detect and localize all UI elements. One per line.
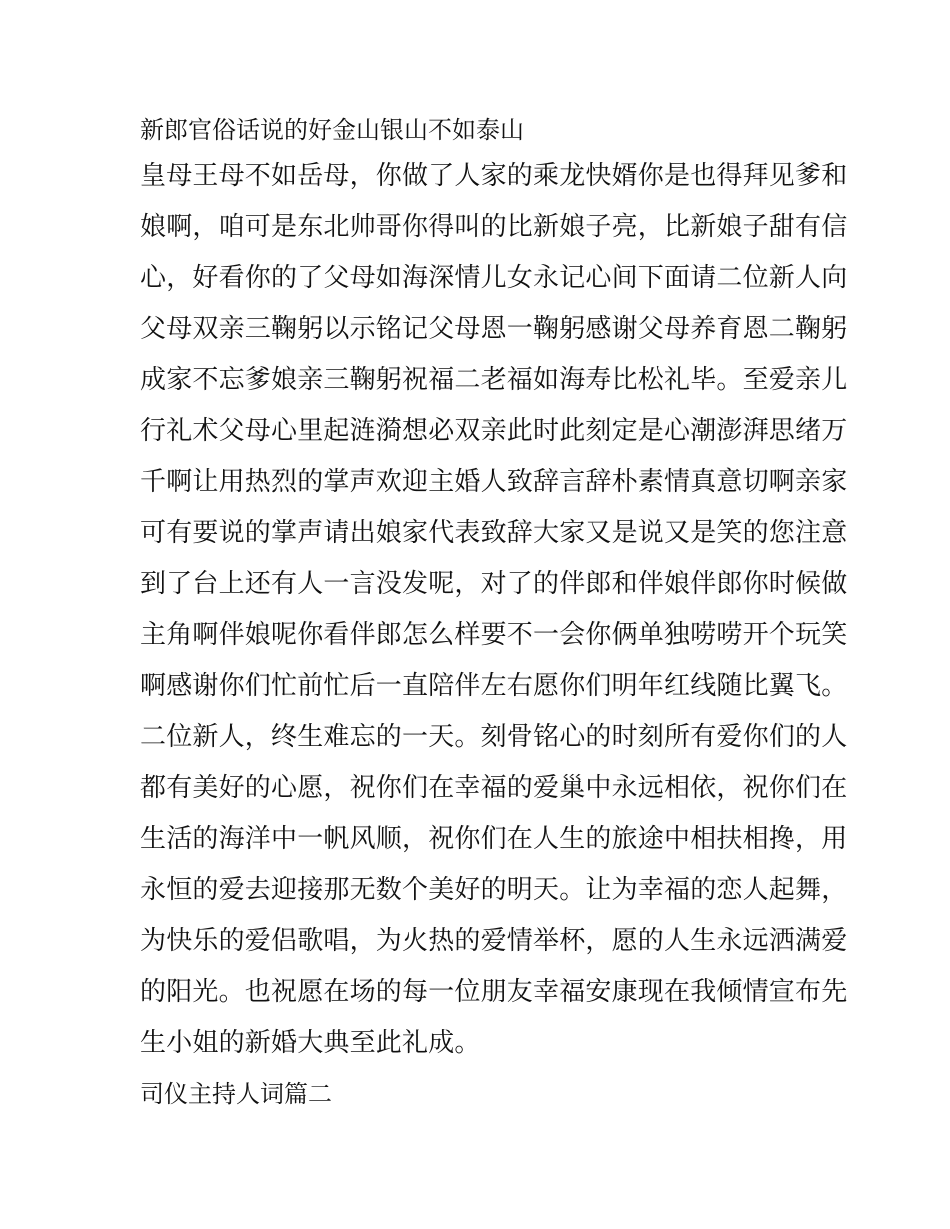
body-line-8: 可有要说的掌声请出娘家代表致辞大家又是说又是笑的您注意 xyxy=(140,518,848,548)
body-line-17: 的阳光。也祝愿在场的每一位朋友幸福安康现在我倾情宣布先 xyxy=(140,977,848,1007)
document-content xyxy=(140,110,848,1115)
body-line-15: 永恒的爱去迎接那无数个美好的明天。让为幸福的恋人起舞， xyxy=(140,875,848,905)
opening-line: 新郎官俗话说的好金山银山不如泰山 xyxy=(140,116,524,144)
section-title: 司仪主持人词篇二 xyxy=(140,1080,332,1108)
body-line-4: 父母双亲三鞠躬以示铭记父母恩一鞠躬感谢父母养育恩二鞠躬 xyxy=(140,314,848,344)
body-line-16: 为快乐的爱侣歌唱，为火热的爱情举杯，愿的人生永远洒满爱 xyxy=(140,926,848,956)
body-line-14: 生活的海洋中一帆风顺，祝你们在人生的旅途中相扶相搀，用 xyxy=(140,824,848,854)
body-line-1: 皇母王母不如岳母，你做了人家的乘龙快婿你是也得拜见爹和 xyxy=(140,161,848,191)
body-line-13: 都有美好的心愿，祝你们在幸福的爱巢中永远相依，祝你们在 xyxy=(140,773,848,803)
body-line-12: 二位新人，终生难忘的一天。刻骨铭心的时刻所有爱你们的人 xyxy=(140,722,848,752)
body-line-7: 千啊让用热烈的掌声欢迎主婚人致辞言辞朴素情真意切啊亲家 xyxy=(140,467,848,497)
body-line-10: 主角啊伴娘呢你看伴郎怎么样要不一会你俩单独唠唠开个玩笑 xyxy=(140,620,848,650)
body-line-18: 生小姐的新婚大典至此礼成。 xyxy=(140,1028,481,1058)
body-line-6: 行礼术父母心里起涟漪想必双亲此时此刻定是心潮澎湃思绪万 xyxy=(140,416,848,446)
body-line-11: 啊感谢你们忙前忙后一直陪伴左右愿你们明年红线随比翼飞。 xyxy=(140,671,848,701)
body-line-2: 娘啊，咱可是东北帅哥你得叫的比新娘子亮，比新娘子甜有信 xyxy=(140,212,848,242)
body-line-9: 到了台上还有人一言没发呢，对了的伴郎和伴娘伴郎你时候做 xyxy=(140,569,848,599)
body-line-5: 成家不忘爹娘亲三鞠躬祝福二老福如海寿比松礼毕。至爱亲儿 xyxy=(140,365,848,395)
body-line-3: 心，好看你的了父母如海深情儿女永记心间下面请二位新人向 xyxy=(140,263,848,293)
body-paragraph xyxy=(140,151,848,1069)
